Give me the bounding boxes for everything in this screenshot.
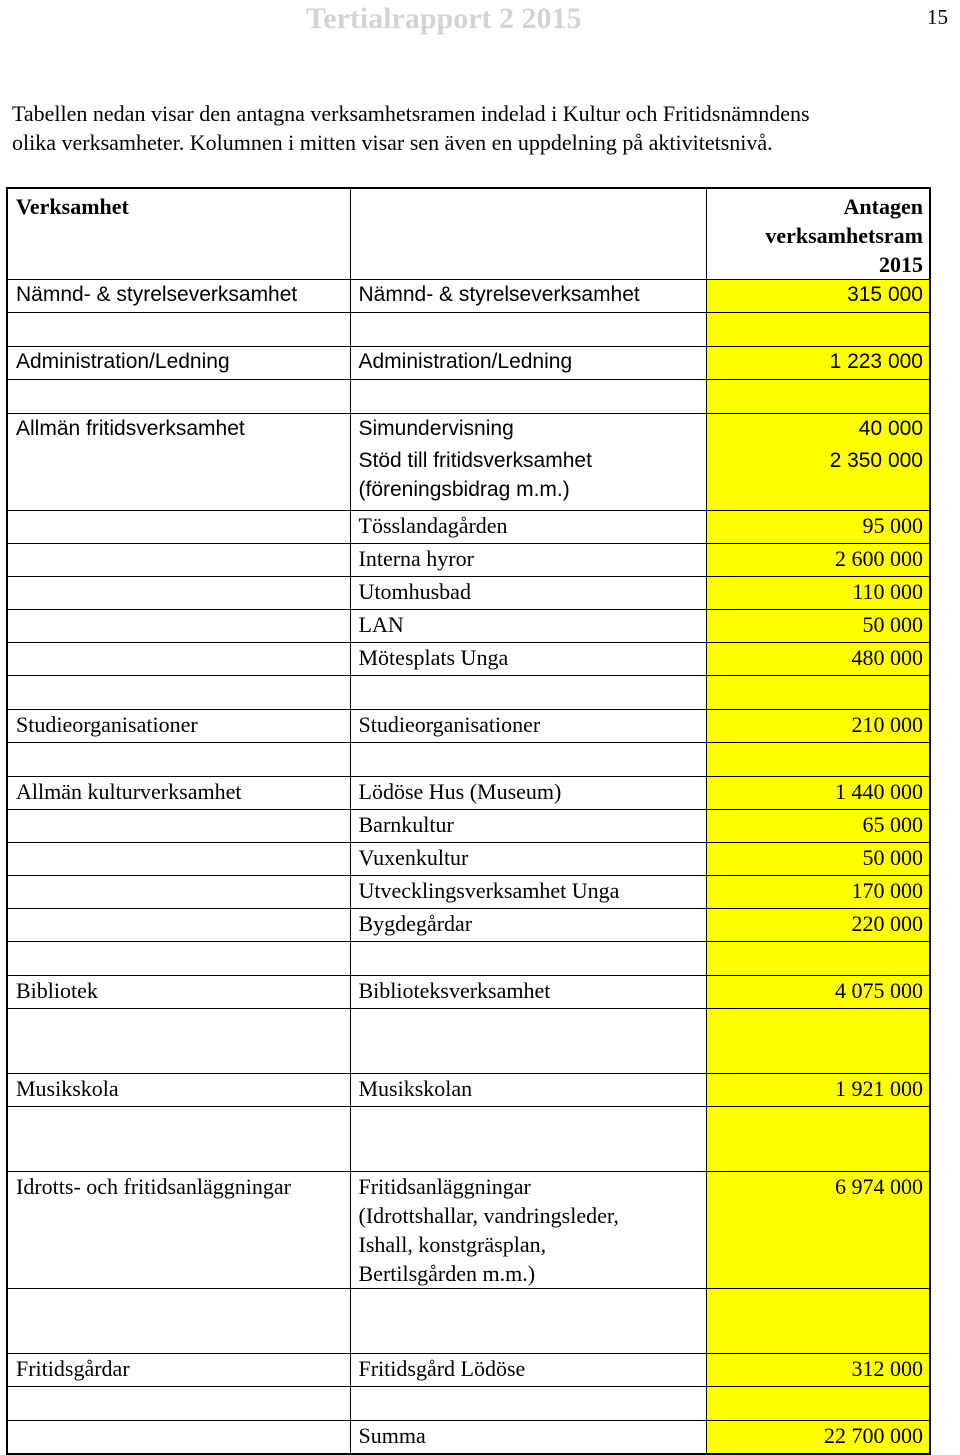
column-header-ram: Antagen verksamhetsram 2015 — [706, 188, 930, 280]
table-row: Tösslandagården 95 000 — [7, 511, 930, 544]
table-row: Bygdegårdar 220 000 — [7, 909, 930, 942]
column-header-verksamhet: Verksamhet — [7, 188, 350, 280]
table-row — [7, 1107, 930, 1172]
intro-line-2: olika verksamheter. Kolumnen i mitten visar sen även en uppdelning på aktivitetsnivå. — [12, 130, 773, 155]
table-row — [7, 1387, 930, 1421]
table-row: Administration/Ledning Administration/Ledning 1 223 000 — [7, 347, 930, 380]
table-row: Allmän fritidsverksamhet Simundervisning 40 000 — [7, 414, 930, 447]
intro-line-1: Tabellen nedan visar den antagna verksamhetsramen indelad i Kultur och Fritidsnämndens — [12, 101, 810, 126]
table-row: Fritidsgårdar Fritidsgård Lödöse 312 000 — [7, 1354, 930, 1387]
table-row: Bibliotek Biblioteksverksamhet 4 075 000 — [7, 976, 930, 1009]
table-row: Musikskola Musikskolan 1 921 000 — [7, 1074, 930, 1107]
table-row: Vuxenkultur 50 000 — [7, 843, 930, 876]
table-header-row — [7, 188, 930, 280]
page-number: 15 — [927, 5, 948, 29]
intro-paragraph — [12, 99, 952, 157]
table-row — [7, 380, 930, 414]
table-row: Interna hyror 2 600 000 — [7, 544, 930, 577]
report-title: Tertialrapport 2 2015 — [306, 2, 582, 35]
table-row: LAN 50 000 — [7, 610, 930, 643]
table-row-total — [7, 1421, 930, 1455]
total-label: Summa — [350, 1421, 706, 1455]
table-row: Idrotts- och fritidsanläggningar Fritidsanläggningar (Idrottshallar, vandringsleder, Ishall, konstgräsplan, Bertilsgården m.m.) 6 974 000 — [7, 1172, 930, 1289]
table-row: Allmän kulturverksamhet Lödöse Hus (Museum) 1 440 000 — [7, 777, 930, 810]
total-amount: 22 700 000 — [706, 1421, 930, 1455]
table-row — [7, 676, 930, 710]
table-row — [7, 743, 930, 777]
table-row — [7, 942, 930, 976]
table-row — [7, 1009, 930, 1074]
table-row: Barnkultur 65 000 — [7, 810, 930, 843]
table-row: Nämnd- & styrelseverksamhet Nämnd- & styrelseverksamhet 315 000 — [7, 280, 930, 313]
table-row — [7, 313, 930, 347]
table-row: Stöd till fritidsverksamhet (föreningsbidrag m.m.) 2 350 000 — [7, 446, 930, 511]
table-row: Studieorganisationer Studieorganisationer 210 000 — [7, 710, 930, 743]
table-row: Utvecklingsverksamhet Unga 170 000 — [7, 876, 930, 909]
table-row — [7, 1289, 930, 1354]
budget-table — [6, 187, 931, 1455]
table-row: Utomhusbad 110 000 — [7, 577, 930, 610]
table-row: Mötesplats Unga 480 000 — [7, 643, 930, 676]
